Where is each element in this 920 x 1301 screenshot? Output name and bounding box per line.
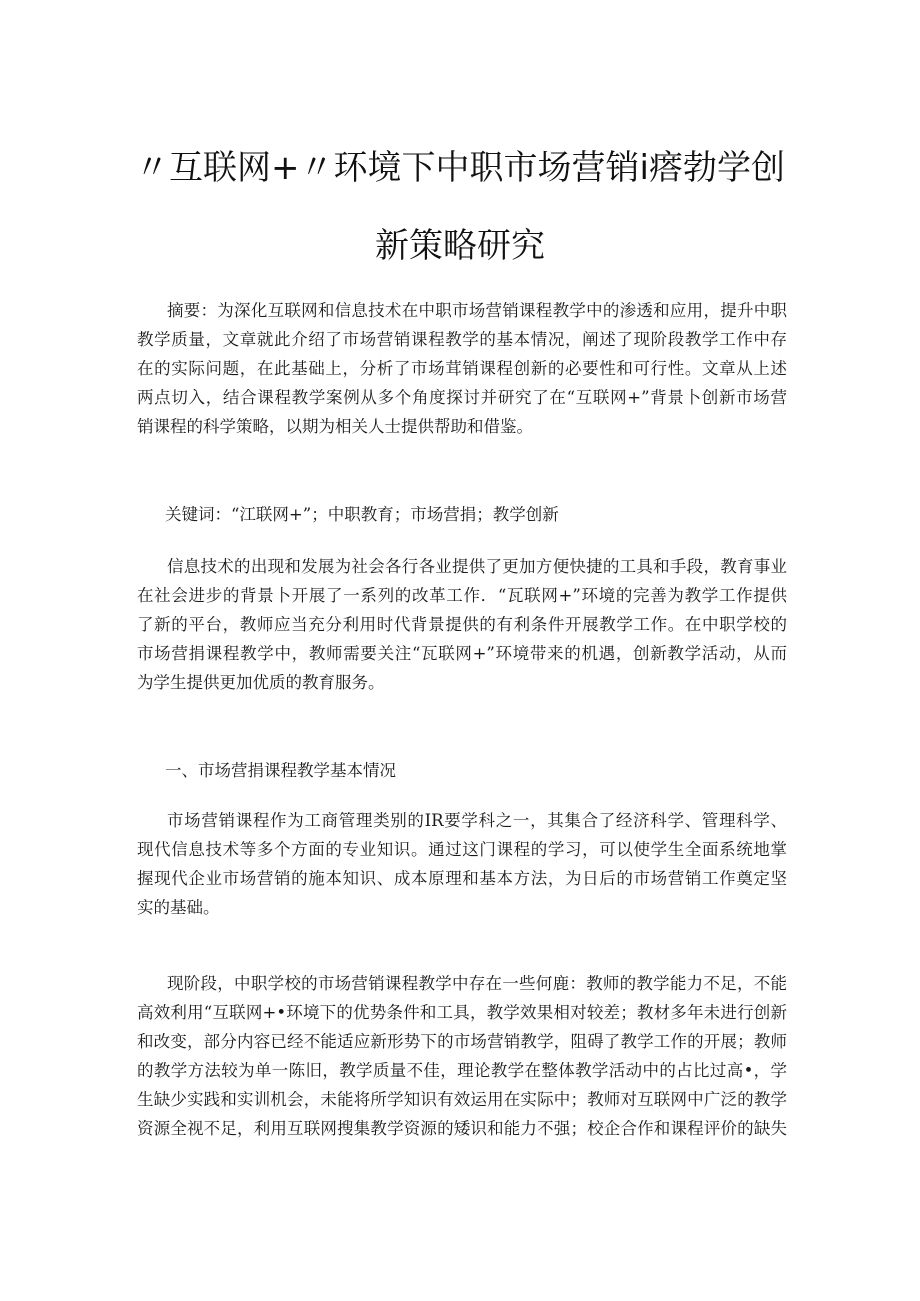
section-1-p2-line: 生缺少实践和实训机会，未能将所学知识有效运用在实际中；教师对互联网中广泛的教学	[137, 1090, 787, 1109]
section-1-paragraph-2	[137, 969, 787, 1143]
abstract-line: 在的实际问题，在此基础上，分析了市场茸销课程创新的必要性和可行性。文章从上述	[137, 359, 787, 378]
title-line-1: 〃互联网+〃环境下中职市场营销i瘩勃学创	[135, 148, 785, 188]
intro-line: 市场营捐课程教学中，教师需要关注“瓦联网+”环境带来的机遇，创新教学活动，从而	[137, 644, 787, 663]
section-1-p1-line: 现代信息技术等多个方面的专业知识。通过这门课程的学习，可以使学生全面系统地掌	[137, 840, 787, 859]
title-line-2: 新策略研究	[375, 226, 545, 266]
intro-line: 了新的平台，教师应当充分利用时代背景提供的有利条件开展教学工作。在中职学校的	[137, 615, 787, 634]
intro-line: 为学生提供更加优质的教育服务。	[137, 673, 385, 692]
abstract-line: 摘要：为深化互联网和信息技术在中职市场营销课程教学中的渗透和应用，提升中职	[167, 301, 787, 320]
abstract-line: 教学质量，文章就此介绍了市场营销课程教学的基本情况，阐述了现阶段教学工作中存	[137, 330, 787, 349]
section-1-p1-line: 握现代企业市场营销的施本知识、成本原理和基本方法，为日后的市场营销工作奠定坚	[137, 869, 787, 888]
abstract-paragraph	[137, 296, 787, 441]
abstract-line: 两点切入，结合课程教学案例从多个角度探讨并研究了在“互联网+”背景卜创新市场营	[137, 388, 787, 407]
section-1-p2-line: 资源全视不足，利用互联网搜集教学资源的矮识和能力不强；校企合作和课程评价的缺失	[137, 1119, 787, 1138]
intro-paragraph	[137, 552, 787, 697]
section-1-paragraph-1	[137, 806, 787, 922]
section-1-p2-line: 现阶段，中职学校的市场营销课程教学中存在一些何鹿：教师的教学能力不足，不能	[167, 974, 787, 993]
section-1-p2-line: 和改变，部分内容已经不能适应新形势下的市场营销教学，阻碍了教学工作的开展；教师	[137, 1032, 787, 1051]
abstract-line: 销课程的科学策略，以期为相关人士提供帮助和借鉴。	[137, 417, 533, 436]
keywords-line: 关键词：“江联网+”；中职教育；市场营捐；教学创新	[165, 505, 559, 524]
section-1-p2-line: 的教学方法较为单一陈旧，教学质量不佳，理论教学在整体教学活动中的占比过高•，学	[137, 1061, 787, 1080]
section-1-heading: 一、市场营捐课程教学基本情况	[165, 761, 396, 780]
intro-line: 在社会进步的背景卜开展了一系列的改革工作．“瓦联网+”环境的完善为教学工作提供	[137, 586, 787, 605]
section-1-p1-line: 市场营销课程作为工商管理类别的IR要学科之一，其集合了经济科学、管理科学、	[167, 811, 787, 830]
section-1-p2-line: 高效利用“互联网+•环境下的优势条件和工具，教学效果相对较差；教材多年未进行创新	[137, 1003, 787, 1022]
section-1-p1-line: 实的基础。	[137, 898, 220, 917]
intro-line: 信息技术的出现和发展为社会各行各业提供了更加方便快捷的工具和手段，教育事业	[167, 557, 787, 576]
